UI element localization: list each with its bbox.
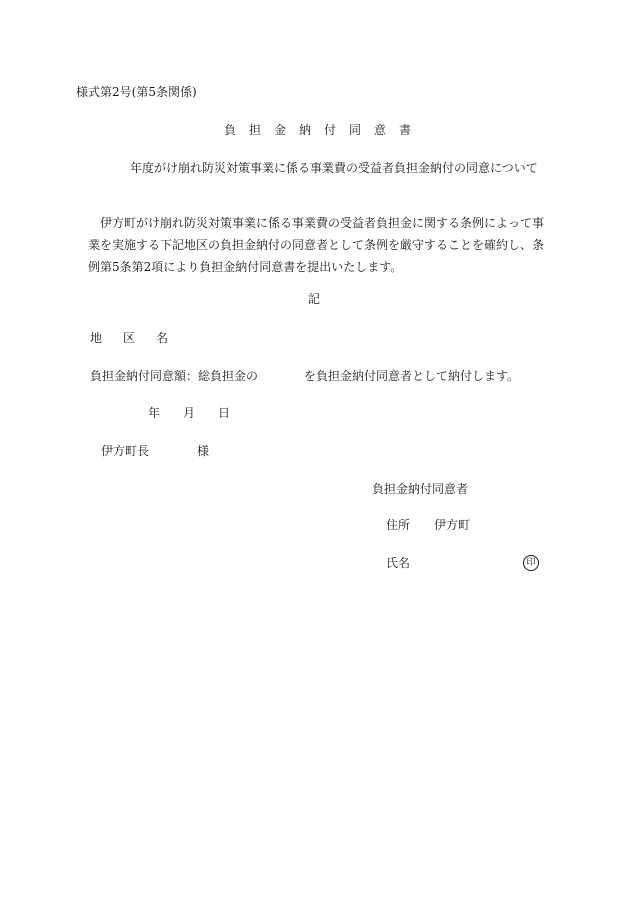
name-row [386, 555, 410, 571]
address-row [386, 517, 470, 533]
addressee-name: 伊方町長 [101, 444, 150, 458]
district-label: 地区名 [90, 331, 190, 345]
document-title: 負担金納付同意書 [224, 123, 425, 137]
date-month: 月 [183, 406, 196, 420]
addressee-honorific: 様 [197, 444, 210, 458]
name-label: 氏名 [386, 556, 411, 570]
date-year: 年 [148, 406, 161, 420]
form-number: 様式第2号(第5条関係) [76, 85, 197, 99]
body-paragraph: 伊方町がけ崩れ防災対策事業に係る事業費の受益者負担金に関する条例によって事業を実施する下記地区の負担金納付の同意者として条例を厳守することを確約し、条例第5条第2項により負担金納付同意書を提出いたします。 [88, 216, 545, 274]
date-day: 日 [218, 406, 231, 420]
document-subtitle: 年度がけ崩れ防災対策事業に係る事業費の受益者負担金納付の同意について [130, 161, 538, 175]
amount-row [90, 368, 519, 384]
address-value: 伊方町 [434, 518, 471, 532]
amount-label: 負担金納付同意額：総負担金の [90, 369, 259, 383]
addressee-row [101, 443, 209, 459]
address-label: 住所 [386, 518, 411, 532]
signer-title: 負担金納付同意者 [372, 482, 469, 496]
seal-mark: 印 [523, 555, 539, 571]
district-row [90, 330, 189, 346]
date-row [148, 405, 230, 421]
amount-suffix: を負担金納付同意者として納付します。 [304, 369, 520, 383]
record-heading: 記 [308, 292, 321, 306]
